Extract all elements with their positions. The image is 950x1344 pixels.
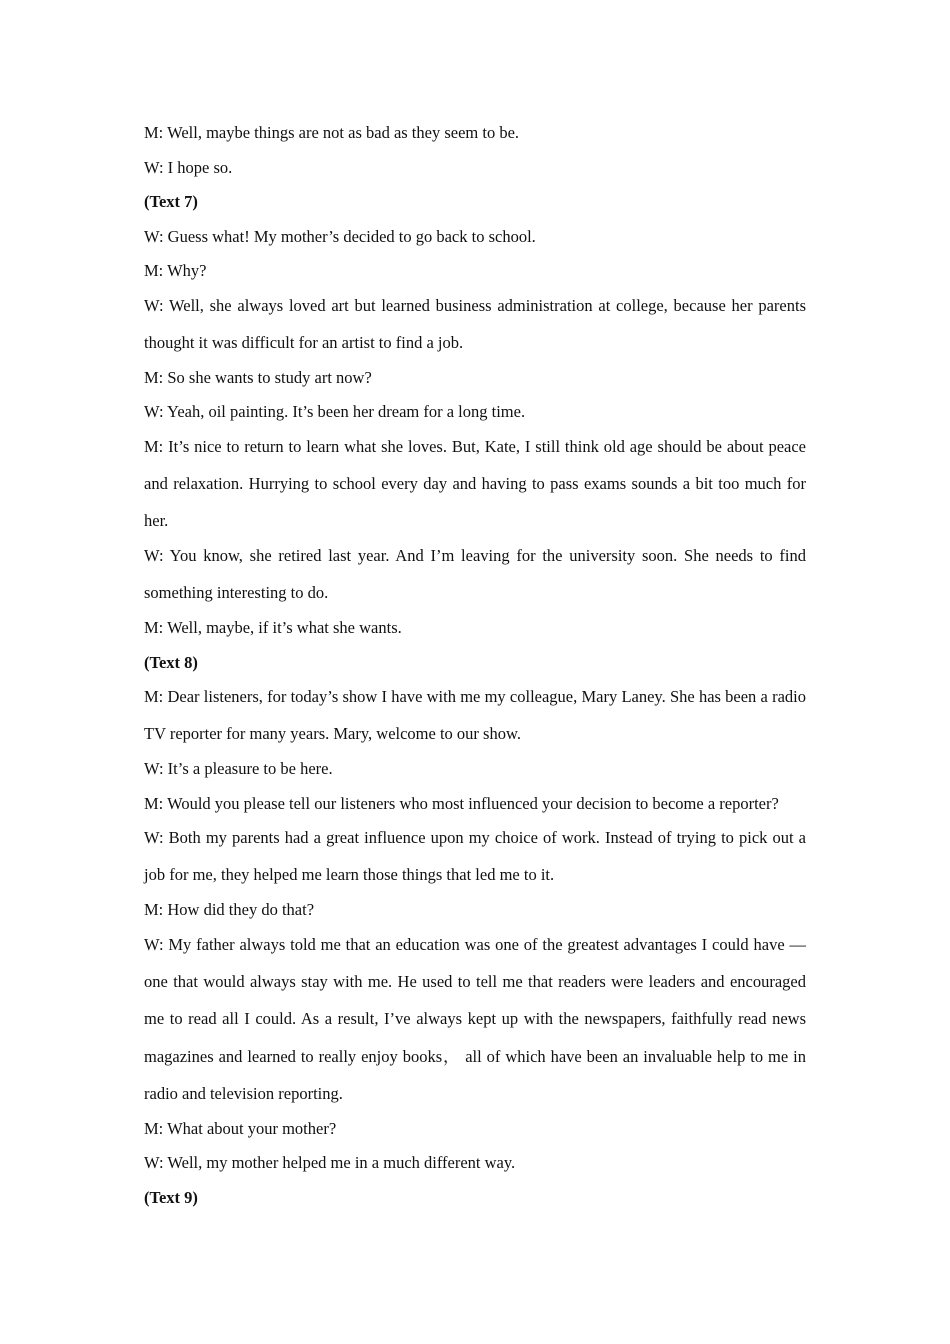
dialogue-line: M: Well, maybe things are not as bad as they seem to be. bbox=[144, 123, 520, 142]
dialogue-line: W: My father always told me that an education was one of the greatest advantages I could have — one that would always stay with me. He used to tell me that readers were leaders and encouraged me to read all I could. As a result, I’ve always kept up with the newspapers, faithfully read news magazines and learned to really enjoy books， all of which have been an invaluable help to me in radio and television reporting. bbox=[144, 934, 806, 1103]
dialogue-line: M: How did they do that? bbox=[144, 900, 315, 920]
dialogue-line: M: What about your mother? bbox=[144, 1118, 337, 1138]
dialogue-line: M: Dear listeners, for today’s show I have with me my colleague, Mary Laney. She has been a radio TV reporter for many years. Mary, welcome to our show. bbox=[144, 687, 806, 744]
dialogue-line: W: Yeah, oil painting. It’s been her dream for a long time. bbox=[144, 402, 526, 422]
section-heading: (Text 7) bbox=[144, 192, 198, 211]
section-heading: (Text 9) bbox=[144, 1187, 198, 1207]
dialogue-line: M: Would you please tell our listeners who most influenced your decision to become a reporter? bbox=[144, 793, 779, 813]
dialogue-line: W: You know, she retired last year. And I’m leaving for the university soon. She needs to find something interesting to do. bbox=[144, 545, 806, 603]
section-heading: (Text 8) bbox=[144, 652, 198, 672]
dialogue-line: W: Well, my mother helped me in a much different way. bbox=[144, 1153, 516, 1173]
dialogue-line: W: Well, she always loved art but learned business administration at college, because her parents thought it was difficult for an artist to find a job. bbox=[144, 295, 806, 352]
transcript-page bbox=[144, 120, 806, 1219]
dialogue-line: W: I hope so. bbox=[144, 157, 233, 177]
dialogue-line: W: Both my parents had a great influence upon my choice of work. Instead of trying to pick out a job for me, they helped me learn those things that led me to it. bbox=[144, 828, 806, 885]
dialogue-line: M: So she wants to study art now? bbox=[144, 367, 372, 387]
dialogue-line: M: Well, maybe, if it’s what she wants. bbox=[144, 618, 402, 638]
dialogue-line: M: It’s nice to return to learn what she loves. But, Kate, I still think old age should be about peace and relaxation. Hurrying to school every day and having to pass exams sounds a bit too much for her. bbox=[144, 436, 806, 531]
dialogue-line: M: Why? bbox=[144, 261, 207, 280]
dialogue-line: W: It’s a pleasure to be here. bbox=[144, 759, 333, 779]
dialogue-line: W: Guess what! My mother’s decided to go back to school. bbox=[144, 226, 536, 246]
